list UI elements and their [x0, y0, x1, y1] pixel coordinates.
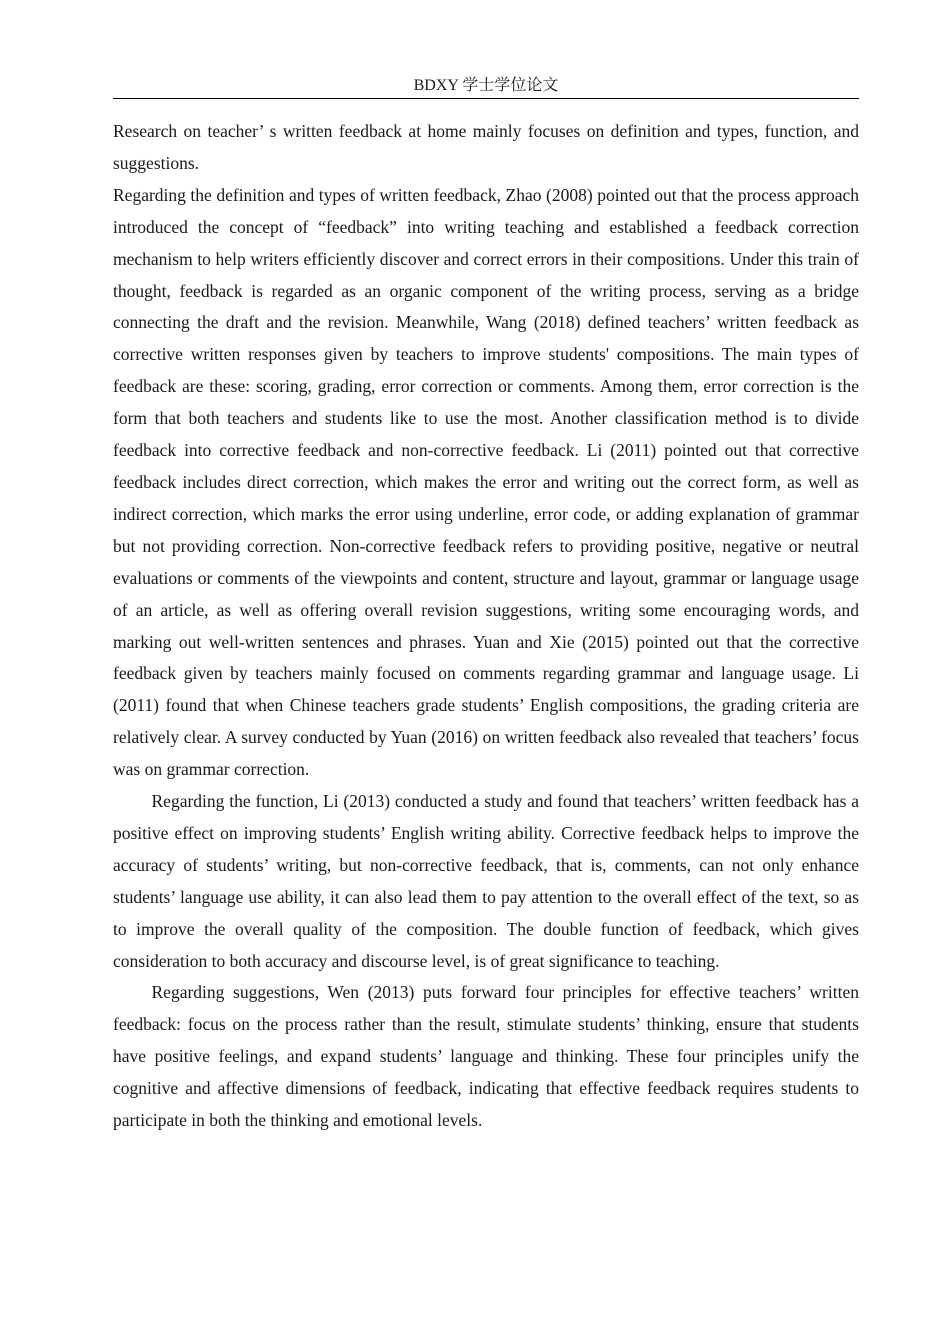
paragraph-definition-types: Regarding the definition and types of written feedback, Zhao (2008) pointed out that the process approach introduced the concept of “feedback” into writing teaching and established a feedback correction mechanism to help writers efficiently discover and correct errors in their compositions. Under this train of thought, feedback is regarded as an organic component of the writing process, serving as a bridge connecting the draft and the revision. Meanwhile, Wang (2018) defined teachers’ written feedback as corrective written responses given by teachers to improve students' compositions. The main types of feedback are these: scoring, grading, error correction or comments. Among them, error correction is the form that both teachers and students like to use the most. Another classification method is to divide feedback into corrective feedback and non-corrective feedback. Li (2011) pointed out that corrective feedback includes direct correction, which makes the error and writing out the correct form, as well as indirect correction, which marks the error using underline, error code, or adding explanation of grammar but not providing correction. Non-corrective feedback refers to providing positive, negative or neutral evaluations or comments of the viewpoints and content, structure and layout, grammar or language usage of an article, as well as offering overall revision suggestions, writing some encouraging words, and marking out well-written sentences and phrases. Yuan and Xie (2015) pointed out that the corrective feedback given by teachers mainly focused on comments regarding grammar and language usage. Li (2011) found that when Chinese teachers grade students’ English compositions, the grading criteria are relatively clear. A survey conducted by Yuan (2016) on written feedback also revealed that teachers’ focus was on grammar correction. [113, 184, 859, 780]
paragraph-function: Regarding the function, Li (2013) conducted a study and found that teachers’ written feedback has a positive effect on improving students’ English writing ability. Corrective feedback helps to improve the accuracy of students’ writing, but non-corrective feedback, that is, comments, can not only enhance students’ language use ability, it can also lead them to pay attention to the overall effect of the text, so as to improve the overall quality of the composition. The double function of feedback, which gives consideration to both accuracy and discourse level, is of great significance to teaching. [113, 791, 859, 971]
header-title: BDXY 学士学位论文 [413, 77, 559, 94]
page-header [113, 76, 859, 99]
paragraph-intro: Research on teacher’ s written feedback at home mainly focuses on definition and types, function, and suggestions. [113, 121, 859, 173]
document-body [113, 116, 859, 1137]
paragraph-suggestions: Regarding suggestions, Wen (2013) puts forward four principles for effective teachers’ written feedback: focus on the process rather than the result, stimulate students’ thinking, ensure that students have positive feelings, and expand students’ language and thinking. These four principles unify the cognitive and affective dimensions of feedback, indicating that effective feedback requires students to participate in both the thinking and emotional levels. [113, 982, 859, 1131]
